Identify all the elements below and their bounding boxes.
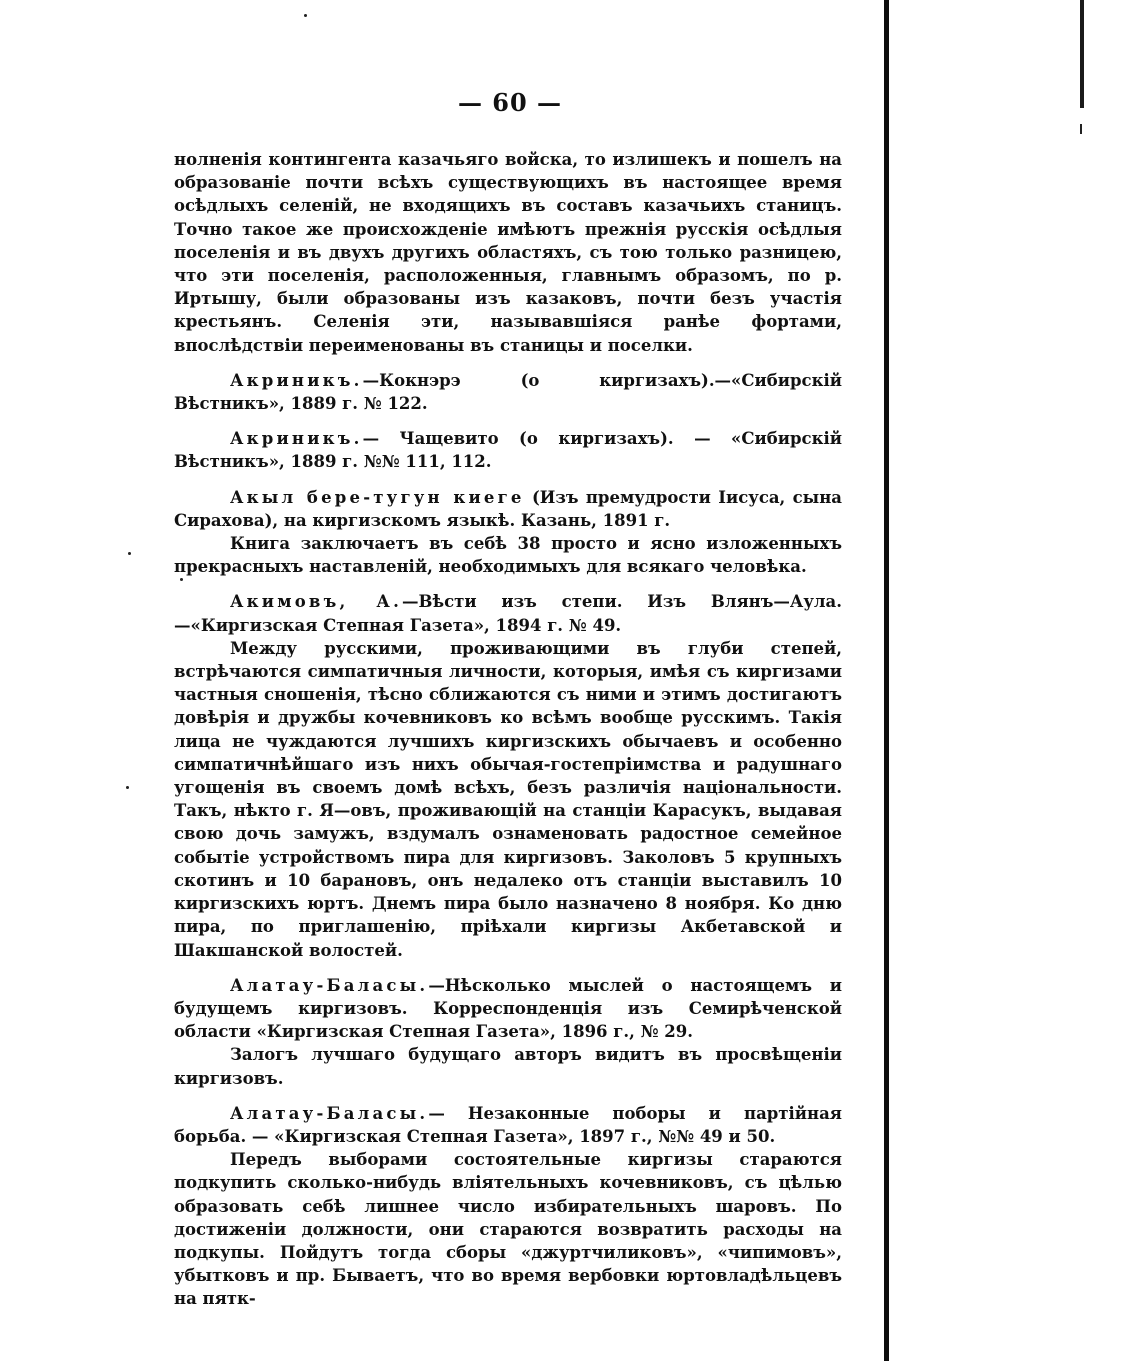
entry-author: Акыл бере-тугун киеге [230, 487, 525, 507]
bibliography-entry [174, 1102, 842, 1148]
entry-annotation: Между русскими, проживающими въ глуби степей, встрѣчаются симпатичныя личности, которыя, имѣя съ киргизами частныя сношенія, тѣсно сближаются съ ними и этимъ достигаютъ довѣрія и дружбы кочевниковъ ко всѣмъ вообще русскимъ. Такія лица не чуждаются лучшихъ киргизскихъ обычаевъ и особенно симпатичнѣйшаго изъ нихъ обычая-гостепріимства и радушнаго угощенія въ своемъ домѣ всѣхъ, безъ различія національности. Такъ, нѣкто г. Я—овъ, проживающій на станціи Карасукъ, выдавая свою дочь замужъ, вздумалъ ознаменовать радостное семейное событіе устройствомъ пира для киргизовъ. Заколовъ 5 крупныхъ скотинъ и 10 барановъ, онъ недалеко отъ станціи выставилъ 10 киргизскихъ юртъ. Днемъ пира было назначено 8 ноября. Ко дню пира, по приглашенію, пріѣхали киргизы Акбетавской и Шакшанской волостей. [174, 638, 842, 960]
entry-citation: (Изъ премудрости Іисуса, сына Сирахова), на киргизскомъ языкѣ. Казань, 1891 г. [174, 487, 842, 530]
entry-citation: — Незаконные поборы и партійная борьба. — «Киргизская Степная Газета», 1897 г., №№ 49 и 50. [174, 1103, 842, 1146]
entry-annotation: Залогъ лучшаго будущаго авторъ видитъ въ просвѣщеніи киргизовъ. [174, 1045, 842, 1088]
page-number: — 60 — [457, 88, 563, 117]
entry-annotation: Передъ выборами состоятельные киргизы стараются подкупить сколько-нибудь вліятельныхъ кочевниковъ, съ цѣлью образовать себѣ лишнее число избирательныхъ шаровъ. По достиженіи должности, они стараются возвратить расходы на подкупы. Пойдутъ тогда сборы «джуртчиликовъ», «чипимовъ», убытковъ и пр. Бываетъ, что во время вербовки юртовладѣльцевъ на пятк- [174, 1150, 842, 1309]
entry-annotation: Книга заключаетъ въ себѣ 38 просто и ясно изложенныхъ прекрасныхъ наставленій, необходимыхъ для всякаго человѣка. [174, 534, 842, 577]
entry-citation: —Вѣсти изъ степи. Изъ Влянъ—Аула.—«Киргизская Степная Газета», 1894 г. № 49. [174, 592, 842, 635]
entry-author: Алатау-Баласы. [230, 1103, 429, 1123]
binding-gutter-line [884, 0, 889, 1361]
entry-author: Акриникъ. [230, 429, 363, 449]
page-edge-mark [1080, 0, 1084, 108]
bibliography-entry [174, 590, 842, 636]
scan-speck [304, 14, 307, 17]
text-column [174, 148, 842, 1311]
bibliography-entry [174, 974, 842, 1044]
bibliography-entry [174, 369, 842, 415]
entry-citation: —Нѣсколько мыслей о настоящемъ и будущемъ киргизовъ. Корреспонденція изъ Семирѣченской области «Киргизская Степная Газета», 1896 г., № 29. [174, 975, 842, 1042]
scan-speck [126, 786, 129, 789]
page-edge-tick [1080, 124, 1082, 134]
continuation-paragraph: нолненія контингента казачьяго войска, то излишекъ и пошелъ на образованіе почти всѣхъ существующихъ въ настоящее время осѣдлыхъ селеній, не входящихъ въ составъ казачьихъ станицъ. Точно такое же происхожденіе имѣютъ прежнія русскія осѣдлыя поселенія и въ двухъ другихъ областяхъ, съ тою только разницею, что эти поселенія, расположенныя, главнымъ образомъ, по р. Иртышу, были образованы изъ казаковъ, почти безъ участія крестьянъ. Селенія эти, называвшіяся ранѣе фортами, впослѣдствіи переименованы въ станицы и поселки. [174, 150, 842, 355]
entry-citation: —Кокнэрэ (о киргизахъ).—«Сибирскій Вѣстникъ», 1889 г. № 122. [174, 370, 842, 414]
entry-citation: — Чащевито (о киргизахъ). — «Сибирскій Вѣстникъ», 1889 г. №№ 111, 112. [174, 429, 842, 472]
entry-author: Алатау-Баласы. [230, 975, 429, 995]
bibliography-entry [174, 427, 842, 473]
entry-author: Акриникъ. [230, 370, 363, 390]
scan-speck [128, 552, 131, 555]
bibliography-entry [174, 486, 842, 532]
entry-author: Акимовъ, А. [230, 592, 403, 612]
